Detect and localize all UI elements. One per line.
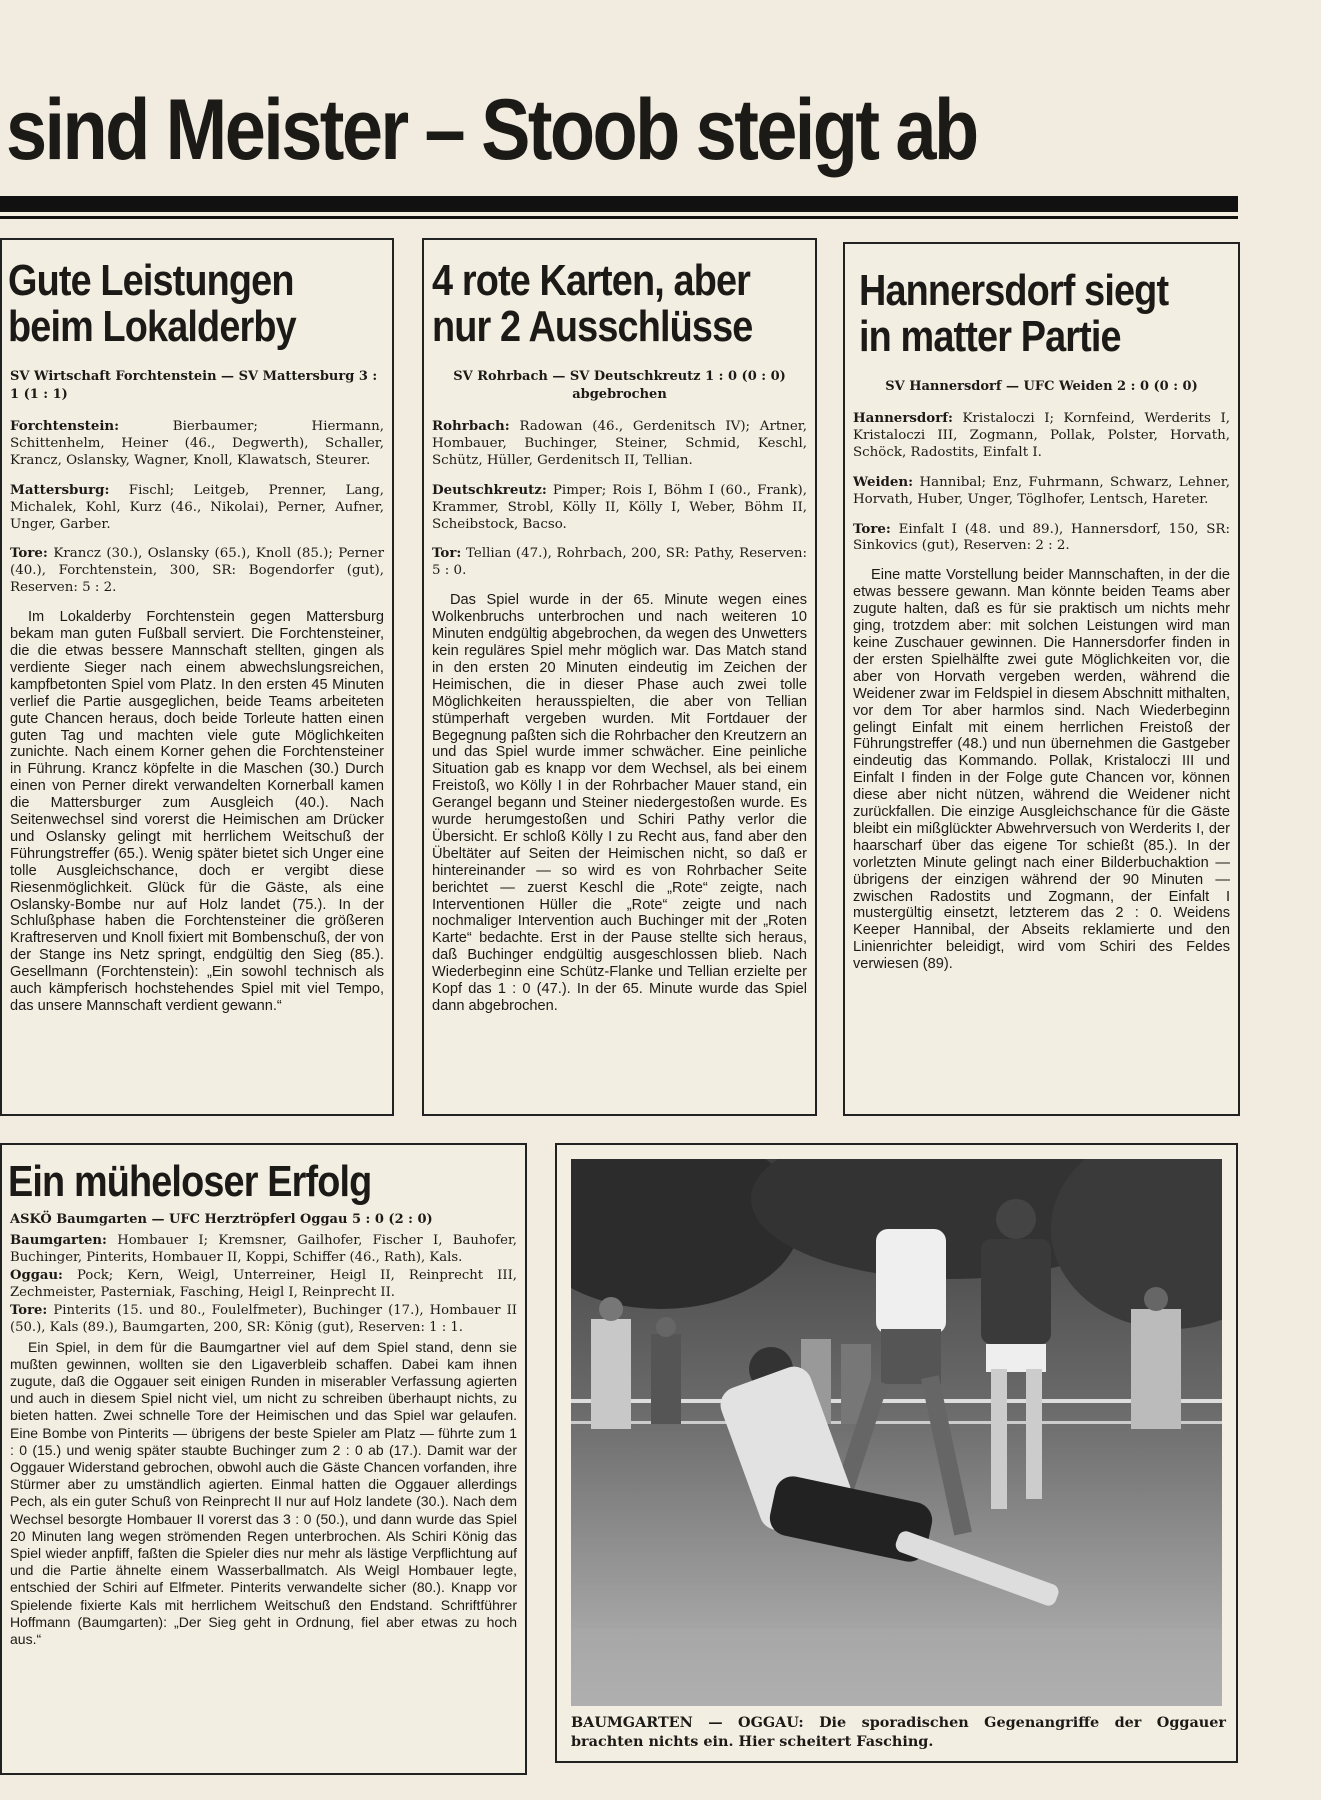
match-result: ASKÖ Baumgarten — UFC Herztröpferl Oggau 5 : 0 (2 : 0)	[10, 1212, 433, 1227]
lineup-text: Kristaloczi I; Kornfeind, Werderits I, Kristaloczi III, Zogmann, Pollak, Polster, Horvath, Schöck, Radostits, Einfalt I.	[853, 411, 1230, 460]
goals-text: Tellian (47.), Rohrbach, 200, SR: Pathy, Reserven: 5 : 0.	[432, 546, 808, 579]
lineup-text: Radowan (46., Gerdenitsch IV); Artner, Hombauer, Buchinger, Steiner, Schmid, Keschl, Schütz, Hüller, Gerdenitsch II, Tellian.	[432, 419, 807, 468]
title-line: Hannersdorf siegt	[859, 266, 1169, 315]
title-line: in matter Partie	[859, 312, 1121, 361]
lineup-text: Pimper; Rois I, Böhm I (60., Frank), Krammer, Strobl, Kölly II, Kölly I, Weber, Böhm II, Scheibstock, Bacso.	[432, 482, 807, 532]
match-photo	[571, 1159, 1222, 1706]
lineup-home	[432, 418, 807, 470]
lineup-home	[10, 1233, 517, 1266]
headline-rule-thin	[0, 216, 1238, 219]
body-text: Im Lokalderby Forchtenstein gegen Mattersburg bekam man guten Fußball serviert. Die Forchtensteiner, die die etwas bessere Mannschaft stellten, gingen als verdiente Sieger nach einem abwechslungsreichen, kampfbetonten Spiel vom Platz. In den ersten 45 Minuten verlief die Partie ausgeglichen, beide Teams arbeiteten gute Chancen heraus, doch beide Torleute hatten einen guten Tag und machten viele gute Möglichkeiten zunichte. Nach einem Korner gehen die Forchtensteiner in Führung. Krancz köpfelte in die Maschen (30.) Durch einen von Perner direkt verwandelten Kornerball kamen die Mattersburger zum Ausgleich (40.). Nach Seitenwechsel sind vorerst die Heimischen am Drücker und Oslansky gelingt mit herrlichem Weitschuß der Führungstreffer (65.). Wenig später bietet sich Unger eine tolle Ausgleichschance, doch er vergibt diese Riesenmöglichkeit. Glück für die Gäste, als eine Oslansky-Bombe nur auf Holz landet (75.). In der Schlußphase haben die Forchtensteiner die größeren Kraftreserven und Knoll fixiert mit Bombenschuß, der von der Stange ins Netz springt, endgültig den Sieg (85.). Gesellmann (Forchtenstein): „Ein sowohl technisch als auch kämpferisch hochstehendes Spiel mit viel Tempo, das unsere Mannschaft verdient gewann.“	[10, 609, 384, 1014]
lineup-away	[10, 1268, 517, 1301]
team-label: Hannersdorf:	[853, 410, 953, 426]
article-title	[8, 1159, 453, 1205]
title-line: beim Lokalderby	[8, 302, 296, 351]
team-label: Oggau:	[10, 1268, 63, 1284]
goals-info	[10, 1303, 517, 1336]
article-body	[10, 609, 384, 1015]
match-result: SV Rohrbach — SV Deutschkreutz 1 : 0 (0 : 0) abgebrochen	[453, 369, 786, 402]
team-label: Mattersburg:	[10, 481, 110, 498]
article-forchtenstein	[0, 238, 394, 1116]
body-text: Ein Spiel, in dem für die Baumgartner viel auf dem Spiel stand, denn sie mußten gewinnen, wollten sie den Ligaverbleib schaffen. Dabei kam ihnen zugute, daß die Oggauer seit einigen Runden in miserabler Verfassung agierten und auch in diesem Spiel nicht viel, um nicht zu schreiben überhaupt nichts, zu bieten hatten. Zwei schnelle Tore der Heimischen und das Spiel war gelaufen. Eine Bombe von Pinterits — übrigens der beste Spieler am Platz — führte zum 1 : 0 (15.) und wenig später staubte Buchinger zum 2 : 0 ab (17.). Damit war der Oggauer Widerstand gebrochen, obwohl auch die Gäste Chancen vorfanden, ihre Stürmer aber zu umständlich agierten. Einmal hatten die Oggauer allerdings Pech, als ein guter Schuß von Reinprecht II nur auf Holz landete (30.). Nach dem Wechsel besorgte Hombauer II vorerst das 3 : 0 (50.), und dann wurde das Spiel 20 Minuten lang wegen strömenden Regen unterbrochen. Als Schiri König das Spiel wieder anpfiff, faßten die Spieler dies nur mehr als lästige Verpflichtung auf und die Partie ähnelte einem Wasserballmatch. Als Weigl Hombauer legte, entschied der Schiri auf Elfmeter. Pinterits verwandelte sicher (80.). Knapp vor Spielende fixierte Kals mit herrlichem Weitschuß den Endstand. Schriftführer Hoffmann (Baumgarten): „Der Sieg geht in Ordnung, fiel aber etwas zu hoch aus.“	[10, 1338, 517, 1648]
goals-label: Tor:	[432, 545, 462, 562]
goals-info	[853, 521, 1230, 556]
lineup-text: Fischl; Leitgeb, Prenner, Lang, Michalek, Kohl, Kurz (46., Nikolai), Perner, Aufner, Unger, Garber.	[10, 482, 384, 532]
lineup-away	[853, 474, 1230, 509]
team-label: Weiden:	[853, 473, 914, 490]
lineup-away	[10, 482, 384, 534]
article-body	[432, 592, 807, 1015]
goals-text: Krancz (30.), Oslansky (65.), Knoll (85.); Perner (40.), Forchtenstein, 300, SR: Bogendorfer (gut), Reserven: 5 : 2.	[10, 546, 384, 596]
goals-label: Tore:	[853, 520, 891, 537]
article-title	[859, 268, 1185, 360]
lineup-home	[10, 418, 384, 470]
match-result: SV Hannersdorf — UFC Weiden 2 : 0 (0 : 0)	[885, 379, 1198, 394]
lineup-text: Hombauer I; Kremsner, Gailhofer, Fischer I, Bauhofer, Buchinger, Pinterits, Hombauer II, Koppi, Schiffer (46., Rath), Kals.	[10, 1233, 517, 1265]
team-label: Baumgarten:	[10, 1233, 107, 1248]
article-title	[432, 258, 761, 350]
match-photo-image	[571, 1159, 1222, 1706]
team-label: Deutschkreutz:	[432, 481, 547, 498]
lineup-away	[432, 482, 807, 534]
team-label: Forchtenstein:	[10, 418, 120, 434]
body-text: Eine matte Vorstellung beider Mannschaften, in der die etwas bessere gewann. Man könnte beiden Teams aber zugute halten, daß es für sie praktisch um nichts mehr ging, trotzdem aber: mit solchen Leistungen wird man keine Zuschauer gewinnen. Die Hannersdorfer finden in der ersten Spielhälfte zwei gute Möglichkeiten vor, die aber von Horvath vergeben werden, während die Weidener zwar im Feldspiel in diesem Abschnitt mithalten, vor dem Tor aber harmlos sind. Nach Wiederbeginn gelingt Einfalt mit einem herrlichen Freistoß der Führungstreffer (48.) und nun übernehmen die Gastgeber eindeutig das Kommando. Pollak, Kristaloczi III und Einfalt I finden in der Folge gute Chancen vor, können diese aber nicht nützen, während die Weidener nicht zurückfallen. Die einzige Ausgleichschance für die Gäste bleibt ein mißglückter Abwehrversuch von Werderits I, der haarscharf über das eigene Tor schießt (85.). In der vorletzten Minute gelingt nach einer Bilderbuchaktion — übrigens der einzigen während der 90 Minuten — zwischen Radostits und Zogmann, der Einfalt I mustergültig einsetzt, letzterem das 2 : 0. Weidens Keeper Hannibal, der Abseits reklamierte und den Linienrichter beleidigt, wird vom Schiri des Feldes verwiesen (89).	[853, 567, 1230, 973]
article-body	[853, 567, 1230, 973]
article-body	[10, 1339, 517, 1649]
lineup-home	[853, 410, 1230, 462]
lineup-text: Bierbaumer; Hiermann, Schittenhelm, Heiner (46., Degwerth), Schaller, Krancz, Oslansky, Wagner, Knoll, Klawatsch, Steurer.	[10, 419, 384, 468]
title-line: Gute Leistungen	[8, 256, 294, 305]
article-rohrbach	[422, 238, 817, 1116]
title-line: nur 2 Ausschlüsse	[432, 302, 753, 351]
photo-box	[555, 1143, 1238, 1763]
body-text: Das Spiel wurde in der 65. Minute wegen eines Wolkenbruchs unterbrochen und nach weiteren 10 Minuten endgültig abgebrochen, da wegen des Unwetters kein reguläres Spiel mehr möglich war. Das Match stand in den ersten 20 Minuten eindeutig im Zeichen der Heimischen, die in dieser Phase auch zwei tolle Möglichkeiten herausspielten, die aber von Tellian stümperhaft vergeben wurden. Mit Fortdauer der Begegnung paßten sich die Rohrbacher den Kreutzern an und das Spiel wurde immer schwächer. Eine peinliche Situation gab es knapp vor dem Wechsel, als bei einem Freistoß, wo Kölly I in der Rohrbacher Mauer stand, ein Gerangel begann und Steiner niedergestoßen wurde. Es wurde herumgestoßen und Schiri Pathy verlor die Übersicht. Er schloß Kölly I zu Recht aus, fand aber den Übeltäter auf Seiten der Heimischen nicht, so daß er hintereinander — so wird es von Rohrbacher Seite berichtet — zuerst Keschl die „Rote“ zeigte, nach Interventionen Hüller die „Rote“ zeigte und nach nochmaliger Intervention auch Buchinger mit der „Roten Karte“ bedachte. Erst in der Pause stellte sich heraus, daß Buchinger endgültig ausgeschlossen blieb. Nach Wiederbeginn eine Schütz-Flanke und Tellian erzielte per Kopf das 1 : 0 (47.). In der 65. Minute wurde das Spiel dann abgebrochen.	[432, 592, 807, 1014]
goals-info	[432, 545, 807, 580]
goals-info	[10, 545, 384, 597]
main-headline: sind Meister – Stoob steigt ab	[6, 82, 977, 178]
title-line: Ein müheloser Erfolg	[8, 1157, 372, 1206]
title-line: 4 rote Karten, aber	[432, 256, 751, 305]
article-baumgarten	[0, 1143, 527, 1775]
goals-text: Einfalt I (48. und 89.), Hannersdorf, 150, SR: Sinkovics (gut), Reserven: 2 : 2.	[853, 521, 1230, 554]
lineup-text: Pock; Kern, Weigl, Unterreiner, Heigl II, Reinprecht III, Zechmeister, Pasterniak, Fasching, Heigl I, Reinprecht II.	[10, 1268, 517, 1300]
article-hannersdorf	[843, 242, 1240, 1116]
goals-text: Pinterits (15. und 80., Foulelfmeter), Buchinger (17.), Hombauer II (50.), Kals (89.), Baumgarten, 200, SR: König (gut), Reserven: 1 : 1.	[10, 1303, 517, 1335]
photo-caption: BAUMGARTEN — OGGAU: Die sporadischen Gegenangriffe der Oggauer brachten nichts ein. Hier scheitert Fasching.	[571, 1714, 1226, 1750]
team-label: Rohrbach:	[432, 418, 510, 434]
match-result: SV Wirtschaft Forchtenstein — SV Mattersburg 3 : 1 (1 : 1)	[10, 369, 378, 402]
goals-label: Tore:	[10, 545, 48, 562]
lineup-text: Hannibal; Enz, Fuhrmann, Schwarz, Lehner, Horvath, Huber, Unger, Töglhofer, Lentsch, Hareter.	[853, 474, 1230, 507]
goals-label: Tore:	[10, 1303, 48, 1319]
headline-rule	[0, 196, 1238, 212]
article-title	[8, 258, 338, 350]
